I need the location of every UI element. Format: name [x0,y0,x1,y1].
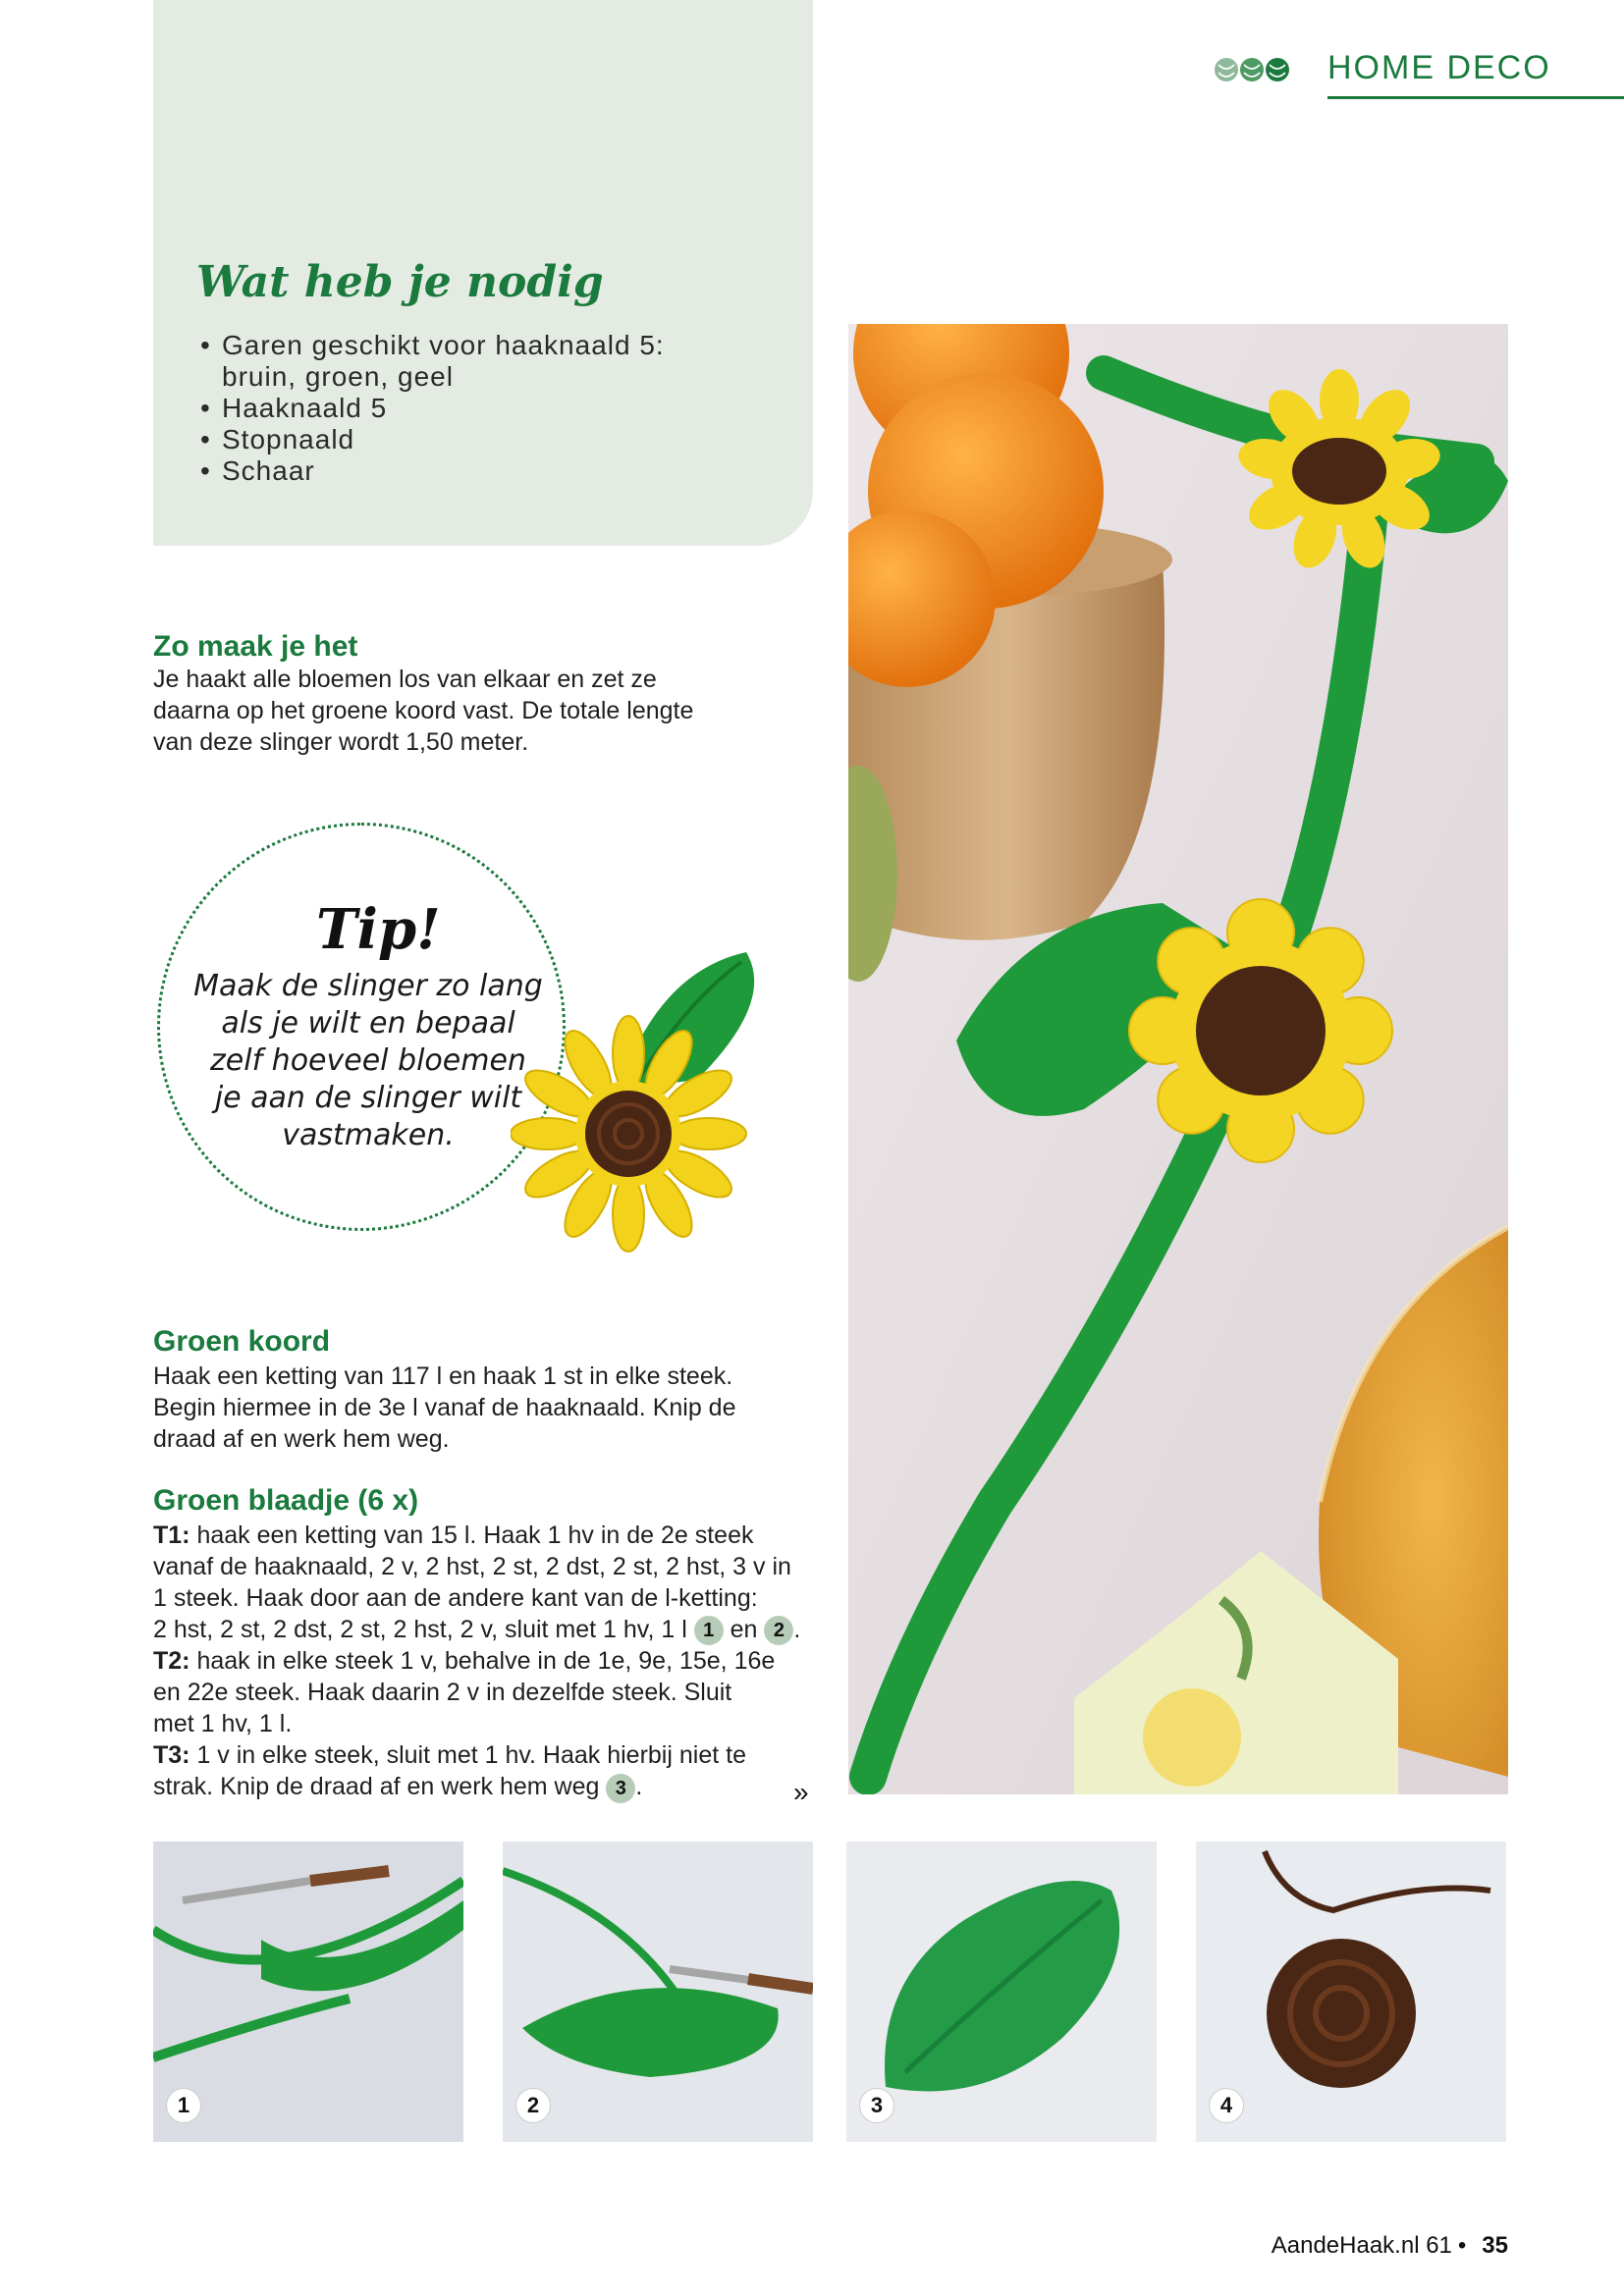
page-number: 35 [1482,2232,1508,2259]
koord-body [153,1361,801,1455]
tip-body [177,968,560,1154]
round-label: T1: [153,1522,190,1549]
step-badge: 3 [606,1774,635,1803]
blaadje-text: . [635,1773,643,1801]
blaadje-text: . [793,1616,801,1643]
photo-number-badge: 2 [516,2089,550,2122]
needs-item: bruin, groen, geel [222,361,454,392]
tip-line: vastmaken. [282,1118,455,1152]
needs-list [196,330,665,487]
blaadje-line: met 1 hv, 1 l. [153,1710,293,1738]
step-badge: 1 [694,1616,724,1645]
intro-body [153,664,782,758]
round-label: T3: [153,1741,190,1770]
tip-line: je aan de slinger wilt [214,1081,522,1115]
blaadje-line: 1 steek. Haak door aan de andere kant van de l-ketting: [153,1584,758,1612]
tip-line: als je wilt en bepaal [221,1006,515,1041]
koord-line: draad af en werk hem weg. [153,1425,450,1453]
blaadje-text: 2 hst, 2 st, 2 dst, 2 st, 2 hst, 2 v, sluit met 1 hv, 1 l [153,1616,694,1643]
blaadje-line [153,1645,821,1677]
blaadje-text: en [723,1616,765,1643]
koord-line: Haak een ketting van 117 l en haak 1 st in elke steek. [153,1362,733,1390]
sunflower-garland-photo [848,324,1508,1794]
page-footer [1272,2232,1508,2260]
step-photo-1 [153,1842,463,2142]
blaadje-text: strak. Knip de draad af en werk hem weg [153,1773,607,1801]
intro-heading: Zo maak je het [153,630,358,663]
tip-line: zelf hoeveel bloemen [210,1043,526,1078]
blaadje-text: haak in elke steek 1 v, behalve in de 1e, 9e, 15e, 16e [189,1647,776,1676]
round-label: T2: [153,1647,190,1676]
photo-number-badge: 1 [167,2089,200,2122]
blaadje-line [153,1739,821,1771]
step-badge: 2 [764,1616,793,1645]
blaadje-line [153,1771,821,1802]
tip-line: Maak de slinger zo lang [193,969,543,1003]
needs-item: • Schaar [196,455,665,487]
tip-title: Tip! [316,897,441,962]
needs-item: • Haaknaald 5 [196,393,665,424]
intro-line: daarna op het groene koord vast. De totale lengte [153,697,694,724]
step-photo-2 [503,1842,813,2142]
photo-number-badge: 4 [1210,2089,1243,2122]
koord-heading: Groen koord [153,1325,331,1358]
koord-line: Begin hiermee in de 3e l vanaf de haaknaald. Knip de [153,1394,736,1421]
needs-item: • Stopnaald [196,424,665,455]
needs-item: • Garen geschikt voor haaknaald 5: [196,330,665,361]
intro-line: Je haakt alle bloemen los van elkaar en zet ze [153,666,657,693]
blaadje-text: haak een ketting van 15 l. Haak 1 hv in de 2e steek [189,1522,754,1549]
blaadje-text: 1 v in elke steek, sluit met 1 hv. Haak hierbij niet te [189,1741,746,1770]
continue-arrows-icon: » [793,1777,809,1807]
step-photo-4 [1196,1842,1506,2142]
step-photo-3 [846,1842,1157,2142]
blaadje-line: en 22e steek. Haak daarin 2 v in dezelfde steek. Sluit [153,1679,732,1707]
header-rule [1327,96,1624,99]
yarn-balls-logo-icon [1214,53,1290,86]
blaadje-heading: Groen blaadje (6 x) [153,1484,419,1517]
magazine-name: AandeHaak.nl 61 [1271,2232,1452,2259]
blaadje-body [153,1520,821,1803]
intro-line: van deze slinger wordt 1,50 meter. [153,728,529,756]
blaadje-line [153,1614,821,1645]
needs-title: Wat heb je nodig [196,257,604,307]
blaadje-line: vanaf de haaknaald, 2 v, 2 hst, 2 st, 2 dst, 2 st, 2 hst, 3 v in [153,1553,791,1580]
footer-separator: • [1457,2232,1467,2259]
section-label: HOME DECO [1327,49,1551,86]
photo-number-badge: 3 [860,2089,893,2122]
blaadje-line [153,1520,821,1551]
